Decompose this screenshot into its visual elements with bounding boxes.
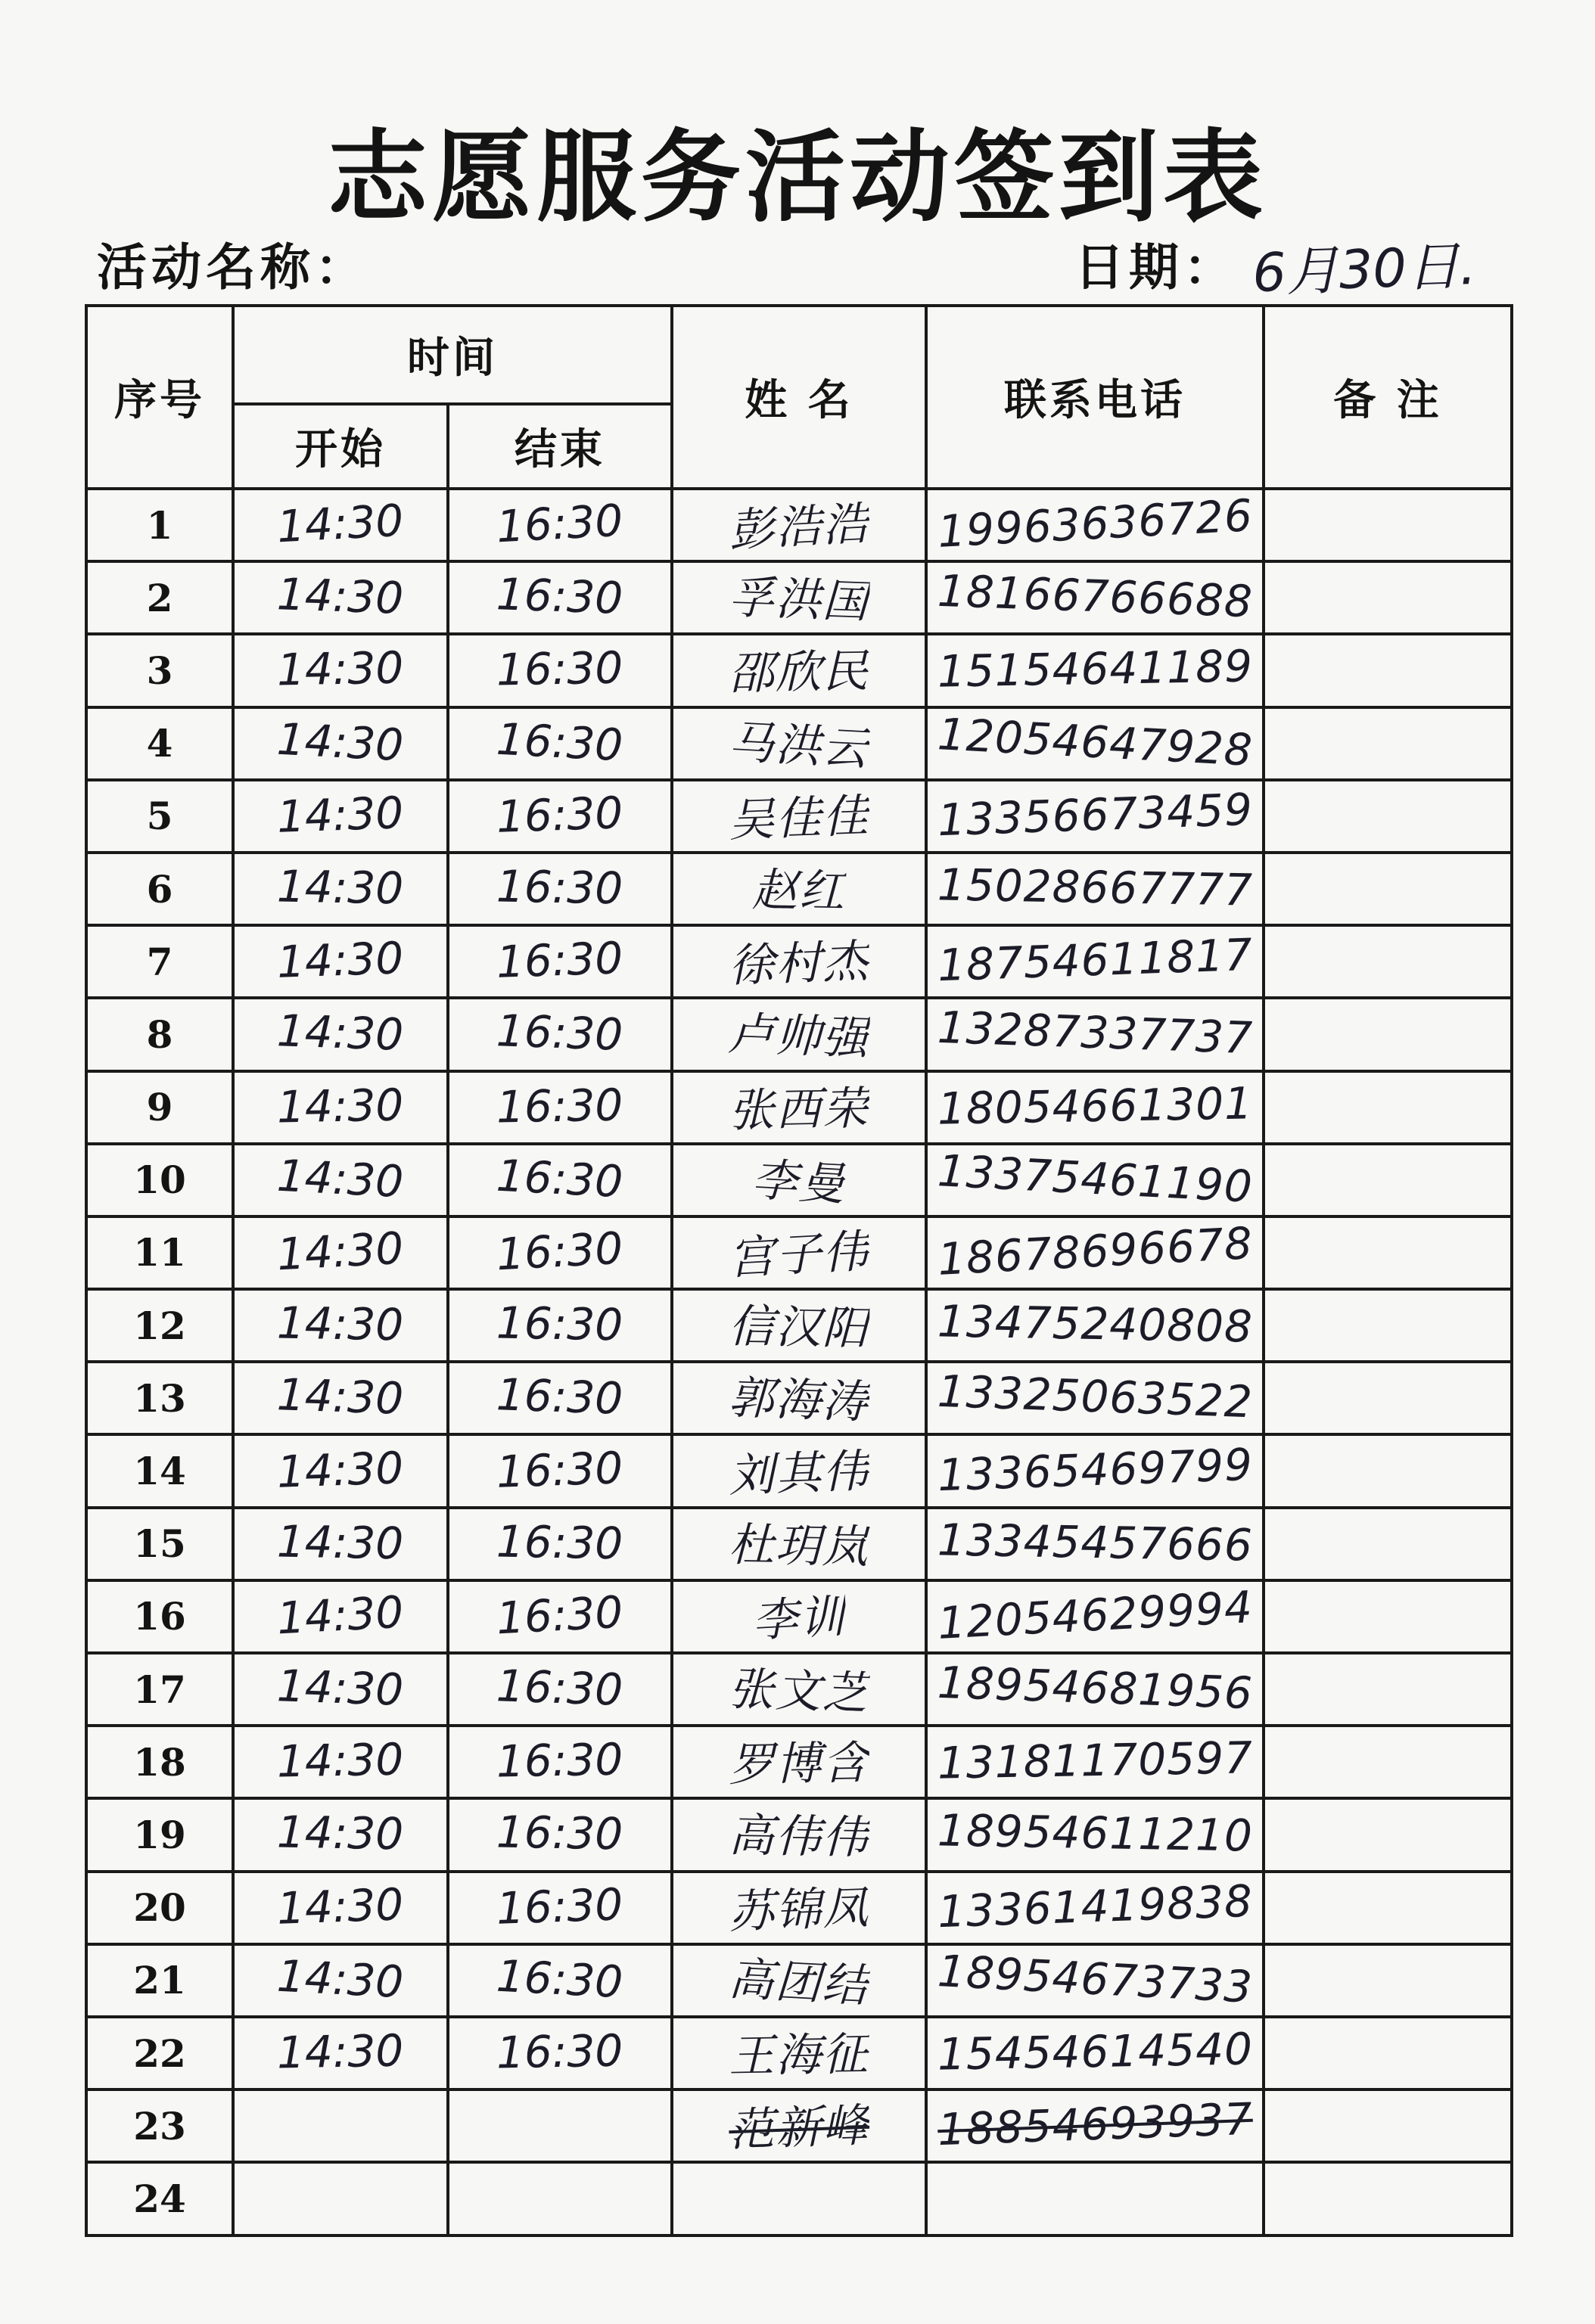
start-time-cell [233, 998, 448, 1070]
end-time-cell [448, 853, 672, 925]
header-start: 开始 [233, 404, 448, 489]
volunteer-name: 王海征 [728, 2027, 870, 2083]
end-time-cell [448, 998, 672, 1070]
phone-number: 15028667777 [936, 859, 1254, 916]
end-time-cell [448, 489, 672, 561]
start-time-cell [233, 1944, 448, 2017]
volunteer-name-cell [672, 1726, 926, 1798]
end-time: 16:30 [496, 1441, 624, 1498]
volunteer-name-cell [672, 1653, 926, 1726]
volunteer-name-cell [672, 1434, 926, 1507]
start-time-cell [233, 1434, 448, 1507]
start-time-cell [233, 1798, 448, 1871]
start-time-cell [233, 2162, 448, 2235]
end-time: 16:30 [496, 2024, 624, 2079]
note-cell-cell [1264, 2017, 1512, 2089]
table-row [86, 1434, 1512, 1507]
end-time: 16:30 [496, 1515, 624, 1570]
table-row [86, 561, 1512, 634]
end-time-cell [448, 1144, 672, 1216]
end-time-cell [448, 1508, 672, 1580]
end-time-cell [448, 925, 672, 998]
volunteer-name: 宫子伟 [727, 1225, 871, 1285]
volunteer-name-cell [672, 780, 926, 853]
phone-number: 13345457666 [936, 1514, 1254, 1571]
start-time-cell [233, 925, 448, 998]
volunteer-name: 李曼 [750, 1153, 847, 1211]
end-time-cell [448, 1872, 672, 1944]
end-time-cell [448, 1580, 672, 1653]
volunteer-name: 李训 [751, 1589, 848, 1648]
end-time-cell [448, 561, 672, 634]
note-cell-cell [1264, 1653, 1512, 1726]
start-time: 14:30 [276, 1515, 405, 1570]
phone-number-cell [926, 1944, 1264, 2017]
volunteer-name: 卢帅强 [727, 1008, 870, 1066]
end-time: 16:30 [496, 1369, 624, 1425]
phone-number: 13375461190 [936, 1144, 1254, 1213]
end-time: 16:30 [495, 1222, 625, 1281]
header-end: 结束 [448, 404, 672, 489]
volunteer-name: 高团结 [727, 1953, 871, 2013]
phone-number: 18954611210 [936, 1804, 1254, 1863]
row-number-cell: 2 [86, 561, 233, 634]
end-time-cell [448, 1726, 672, 1798]
volunteer-name: 彭浩浩 [727, 497, 871, 558]
end-time-cell [448, 2089, 672, 2162]
volunteer-name-cell [672, 561, 926, 634]
end-time: 16:30 [496, 1297, 624, 1351]
volunteer-name: 邵欣民 [728, 645, 870, 701]
table-row [86, 780, 1512, 853]
start-time-cell [233, 1071, 448, 1144]
volunteer-name-cell [672, 707, 926, 780]
phone-number-cell [926, 1508, 1264, 1580]
volunteer-name-cell [672, 2162, 926, 2235]
end-time-cell [448, 2162, 672, 2235]
note-cell-cell [1264, 1798, 1512, 1871]
table-row [86, 1872, 1512, 1944]
page-title: 志愿服务活动签到表 [328, 120, 1267, 236]
volunteer-name-cell [672, 853, 926, 925]
start-time-cell [233, 1580, 448, 1653]
note-cell-cell [1264, 998, 1512, 1070]
row-number-cell: 20 [86, 1872, 233, 1944]
table-row [86, 925, 1512, 998]
note-cell-cell [1264, 561, 1512, 634]
note-cell-cell [1264, 1944, 1512, 2017]
note-cell-cell [1264, 780, 1512, 853]
row-number-cell: 5 [86, 780, 233, 853]
table-row [86, 489, 1512, 561]
end-time: 16:30 [496, 860, 624, 915]
start-time-cell [233, 2089, 448, 2162]
row-number-cell: 24 [86, 2162, 233, 2235]
row-number-cell: 7 [86, 925, 233, 998]
volunteer-name-cell [672, 925, 926, 998]
phone-number-cell [926, 2017, 1264, 2089]
volunteer-name-cell [672, 1216, 926, 1289]
start-time: 14:30 [276, 568, 405, 625]
volunteer-name-cell [672, 1071, 926, 1144]
start-time: 14:30 [276, 1733, 405, 1788]
phone-number: 18954673733 [936, 1944, 1254, 2013]
phone-number: 13356673459 [936, 783, 1254, 847]
start-time-cell [233, 707, 448, 780]
phone-number-cell [926, 561, 1264, 634]
start-time: 14:30 [276, 642, 405, 696]
volunteer-name: 赵红 [751, 863, 847, 919]
start-time: 14:30 [275, 713, 406, 771]
phone-number-cell [926, 1726, 1264, 1798]
start-time: 14:30 [275, 494, 406, 553]
note-cell-cell [1264, 634, 1512, 707]
phone-number-cell [926, 1362, 1264, 1434]
note-cell-cell [1264, 707, 1512, 780]
volunteer-name-cell [672, 1580, 926, 1653]
table-row [86, 1653, 1512, 1726]
volunteer-name: 信汉阳 [728, 1300, 870, 1356]
table-body [86, 489, 1512, 2235]
row-number-cell: 10 [86, 1144, 233, 1216]
volunteer-name: 孚洪国 [727, 571, 870, 629]
start-time: 14:30 [276, 1079, 405, 1133]
row-number-cell: 9 [86, 1071, 233, 1144]
volunteer-name-cell [672, 2089, 926, 2162]
table-row [86, 1944, 1512, 2017]
table-row [86, 1362, 1512, 1434]
row-number-cell: 8 [86, 998, 233, 1070]
phone-number: 18754611817 [936, 928, 1254, 992]
volunteer-name-cell [672, 998, 926, 1070]
end-time-cell [448, 1216, 672, 1289]
phone-number-cell [926, 489, 1264, 561]
end-time-cell [448, 1653, 672, 1726]
row-number-cell: 22 [86, 2017, 233, 2089]
phone-number-cell [926, 1216, 1264, 1289]
end-time: 16:30 [496, 1005, 624, 1061]
phone-number: 13475240808 [936, 1295, 1254, 1353]
table-row [86, 1071, 1512, 1144]
phone-number: 18854693937 [936, 2093, 1254, 2156]
table-row [86, 1144, 1512, 1216]
table-row [86, 2017, 1512, 2089]
start-time-cell [233, 1144, 448, 1216]
volunteer-name: 郭海涛 [727, 1372, 870, 1430]
end-time-cell [448, 1071, 672, 1144]
note-cell-cell [1264, 1726, 1512, 1798]
end-time: 16:30 [495, 713, 625, 771]
end-time-cell [448, 1798, 672, 1871]
start-time: 14:30 [276, 1005, 405, 1061]
start-time-cell [233, 1872, 448, 1944]
note-cell-cell [1264, 1362, 1512, 1434]
volunteer-name: 高伟伟 [728, 1809, 870, 1866]
note-cell-cell [1264, 853, 1512, 925]
start-time: 14:30 [276, 1807, 405, 1860]
header-phone: 联系电话 [926, 306, 1264, 489]
row-number-cell: 23 [86, 2089, 233, 2162]
end-time: 16:30 [496, 1079, 624, 1133]
end-time: 16:30 [495, 1149, 625, 1208]
volunteer-name-cell [672, 1144, 926, 1216]
phone-number: 13365469799 [936, 1438, 1254, 1501]
end-time: 16:30 [496, 1878, 624, 1934]
phone-number-cell [926, 1653, 1264, 1726]
volunteer-name: 罗博含 [728, 1736, 870, 1792]
table-row [86, 634, 1512, 707]
start-time-cell [233, 1653, 448, 1726]
phone-number: 13361419838 [936, 1875, 1254, 1937]
table-row [86, 853, 1512, 925]
row-number-cell: 17 [86, 1653, 233, 1726]
start-time: 14:30 [276, 860, 405, 915]
phone-number: 15454614540 [936, 2023, 1254, 2080]
phone-number-cell [926, 1434, 1264, 1507]
phone-number: 18954681956 [936, 1656, 1254, 1720]
start-time: 14:30 [276, 786, 405, 843]
phone-number-cell [926, 925, 1264, 998]
phone-number-cell [926, 2089, 1264, 2162]
start-time: 14:30 [275, 1149, 406, 1208]
end-time-cell [448, 1289, 672, 1362]
note-cell-cell [1264, 489, 1512, 561]
table-row [86, 1216, 1512, 1289]
end-time: 16:30 [495, 1586, 625, 1645]
table-row [86, 2162, 1512, 2235]
volunteer-name: 马洪云 [727, 715, 871, 776]
note-cell-cell [1264, 1872, 1512, 1944]
table-row [86, 1580, 1512, 1653]
end-time: 16:30 [495, 1950, 625, 2009]
header-time: 时间 [233, 306, 672, 404]
table-row [86, 1508, 1512, 1580]
note-cell-cell [1264, 2162, 1512, 2235]
row-number-cell: 6 [86, 853, 233, 925]
row-number-cell: 3 [86, 634, 233, 707]
volunteer-name: 范新峰 [728, 2099, 871, 2158]
header-note: 备 注 [1264, 306, 1512, 489]
row-number-cell: 13 [86, 1362, 233, 1434]
start-time-cell [233, 780, 448, 853]
volunteer-name-cell [672, 1289, 926, 1362]
phone-number-cell [926, 707, 1264, 780]
note-cell-cell [1264, 1434, 1512, 1507]
phone-number: 13287337737 [936, 1002, 1254, 1064]
table-row [86, 2089, 1512, 2162]
end-time: 16:30 [495, 494, 625, 553]
volunteer-name-cell [672, 1872, 926, 1944]
end-time-cell [448, 707, 672, 780]
phone-number-cell [926, 634, 1264, 707]
start-time: 14:30 [276, 1441, 405, 1498]
note-cell-cell [1264, 925, 1512, 998]
phone-number: 13325063522 [936, 1366, 1254, 1428]
note-cell-cell [1264, 1071, 1512, 1144]
phone-number-cell [926, 1798, 1264, 1871]
start-time: 14:30 [276, 1878, 405, 1934]
start-time-cell [233, 561, 448, 634]
phone-number-cell [926, 1580, 1264, 1653]
header-no: 序号 [86, 306, 233, 489]
end-time: 16:30 [496, 642, 624, 696]
phone-number: 13181170597 [936, 1732, 1254, 1789]
volunteer-name: 吴佳佳 [728, 789, 871, 848]
start-time-cell [233, 1508, 448, 1580]
phone-number: 18166766688 [936, 565, 1254, 628]
row-number-cell: 11 [86, 1216, 233, 1289]
table-row [86, 1726, 1512, 1798]
volunteer-name-cell [672, 1508, 926, 1580]
phone-number: 19963636726 [936, 489, 1254, 558]
start-time-cell [233, 2017, 448, 2089]
volunteer-name-cell [672, 1798, 926, 1871]
phone-number-cell [926, 853, 1264, 925]
phone-number: 15154641189 [936, 640, 1254, 698]
phone-number: 18678696678 [936, 1217, 1254, 1285]
table-row [86, 707, 1512, 780]
row-number-cell: 4 [86, 707, 233, 780]
phone-number-cell [926, 1872, 1264, 1944]
start-time-cell [233, 1362, 448, 1434]
start-time-cell [233, 1726, 448, 1798]
volunteer-name-cell [672, 634, 926, 707]
start-time-cell [233, 1216, 448, 1289]
volunteer-name: 徐村杰 [728, 934, 871, 993]
row-number-cell: 18 [86, 1726, 233, 1798]
phone-number: 12054647928 [936, 707, 1254, 776]
row-number-cell: 14 [86, 1434, 233, 1507]
start-time-cell [233, 634, 448, 707]
start-time-cell [233, 853, 448, 925]
volunteer-name: 张西荣 [728, 1081, 870, 1138]
sign-in-table [85, 304, 1513, 2237]
date-value: 6月30日. [1251, 234, 1478, 305]
row-number-cell: 12 [86, 1289, 233, 1362]
end-time-cell [448, 1944, 672, 2017]
start-time: 14:30 [276, 932, 405, 989]
start-time-cell [233, 489, 448, 561]
phone-number: 12054629994 [936, 1581, 1254, 1649]
end-time: 16:30 [496, 932, 624, 989]
volunteer-name-cell [672, 1944, 926, 2017]
end-time-cell [448, 780, 672, 853]
phone-number-cell [926, 1144, 1264, 1216]
start-time: 14:30 [275, 1586, 406, 1645]
phone-number-cell [926, 2162, 1264, 2235]
row-number-cell: 15 [86, 1508, 233, 1580]
volunteer-name-cell [672, 489, 926, 561]
start-time: 14:30 [276, 2024, 405, 2079]
start-time: 14:30 [275, 1950, 406, 2009]
header-name: 姓 名 [672, 306, 926, 489]
table-row [86, 1289, 1512, 1362]
volunteer-name: 杜玥岚 [728, 1518, 870, 1574]
start-time: 14:30 [275, 1222, 406, 1281]
note-cell-cell [1264, 2089, 1512, 2162]
volunteer-name: 刘其伟 [728, 1444, 871, 1502]
end-time: 16:30 [496, 786, 624, 843]
end-time: 16:30 [496, 1733, 624, 1788]
note-cell-cell [1264, 1144, 1512, 1216]
phone-number-cell [926, 998, 1264, 1070]
row-number-cell: 19 [86, 1798, 233, 1871]
note-cell-cell [1264, 1216, 1512, 1289]
table-row [86, 1798, 1512, 1871]
start-time-cell [233, 1289, 448, 1362]
end-time-cell [448, 1434, 672, 1507]
note-cell-cell [1264, 1580, 1512, 1653]
end-time: 16:30 [496, 1660, 624, 1716]
end-time-cell [448, 634, 672, 707]
start-time: 14:30 [276, 1297, 405, 1351]
row-number-cell: 16 [86, 1580, 233, 1653]
end-time: 16:30 [496, 1807, 624, 1860]
table-row [86, 998, 1512, 1070]
volunteer-name-cell [672, 1362, 926, 1434]
phone-number-cell [926, 1071, 1264, 1144]
end-time: 16:30 [496, 568, 624, 625]
row-number-cell: 21 [86, 1944, 233, 2017]
phone-number: 18054661301 [936, 1077, 1254, 1135]
end-time-cell [448, 1362, 672, 1434]
volunteer-name: 苏锦凤 [728, 1881, 871, 1939]
start-time: 14:30 [276, 1660, 405, 1716]
row-number-cell: 1 [86, 489, 233, 561]
start-time: 14:30 [276, 1369, 405, 1425]
activity-name-label: 活动名称： [97, 238, 369, 297]
phone-number-cell [926, 780, 1264, 853]
volunteer-name: 张文芝 [727, 1662, 870, 1721]
note-cell-cell [1264, 1289, 1512, 1362]
phone-number-cell [926, 1289, 1264, 1362]
end-time-cell [448, 2017, 672, 2089]
date-label: 日期： [1074, 238, 1238, 297]
note-cell-cell [1264, 1508, 1512, 1580]
volunteer-name-cell [672, 2017, 926, 2089]
